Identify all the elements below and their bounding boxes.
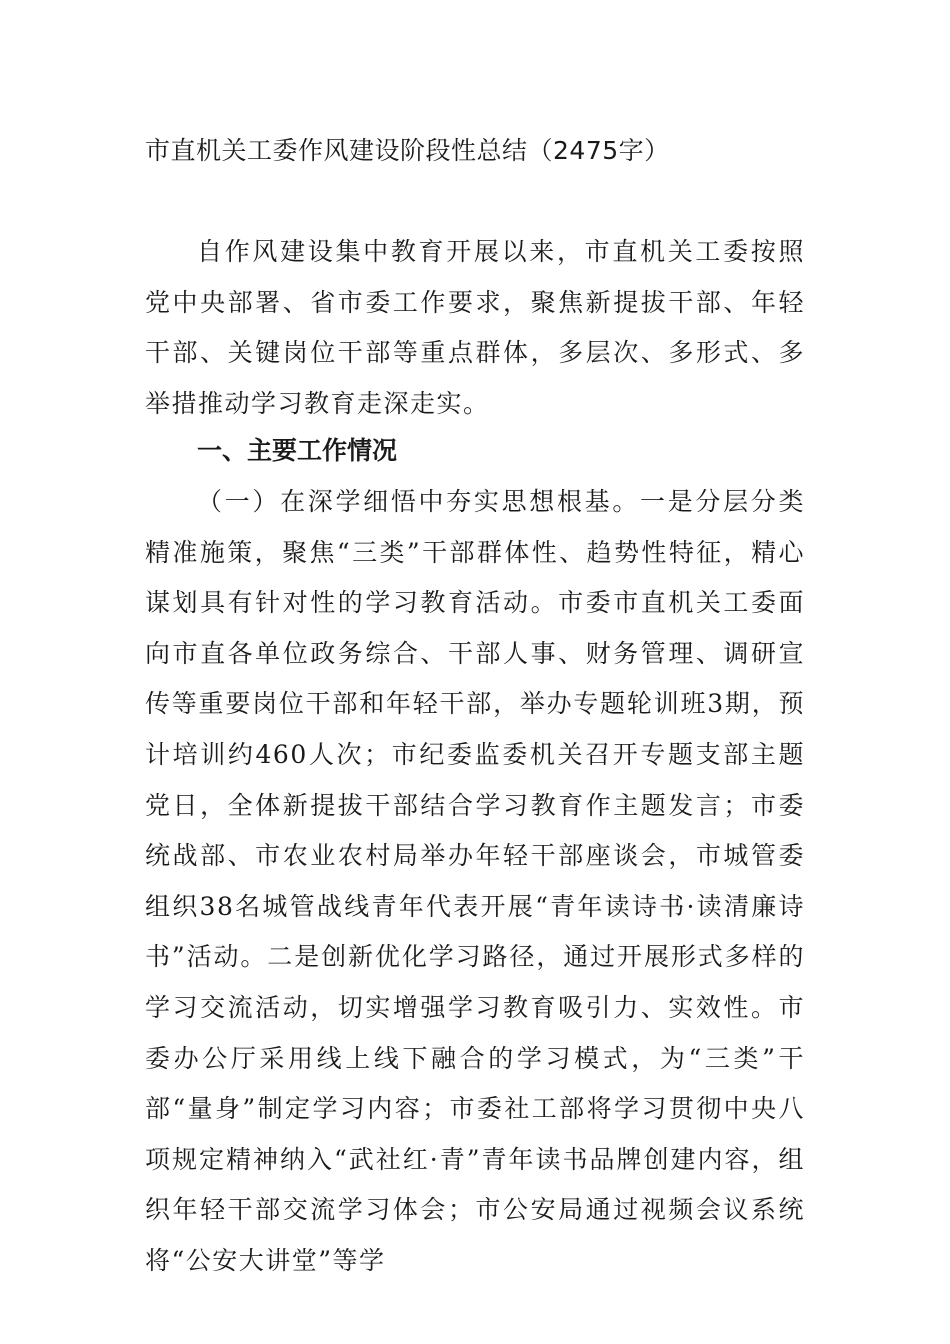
section-heading: 一、主要工作情况 <box>197 436 398 465</box>
intro-paragraph: 自作风建设集中教育开展以来，市直机关工委按照党中央部署、省市委工作要求，聚焦新提拔干部、年轻干部、关键岗位干部等重点群体，多层次、多形式、多举措推动学习教育走深走实。 <box>145 237 805 418</box>
section-paragraph: （一）在深学细悟中夯实思想根基。一是分层分类精准施策，聚焦“三类”干部群体性、趋势性特征，精心谋划具有针对性的学习教育活动。市委市直机关工委面向市直各单位政务综合、干部人事、财务管理、调研宣传等重要岗位干部和年轻干部，举办专题轮训班3期，预计培训约460人次；市纪委监委机关召开专题支部主题党日，全体新提拔干部结合学习教育作主题发言；市委统战部、市农业农村局举办年轻干部座谈会，市城管委组织38名城管战线青年代表开展“青年读诗书·读清廉诗书”活动。二是创新优化学习路径，通过开展形式多样的学习交流活动，切实增强学习教育吸引力、实效性。市委办公厅采用线上线下融合的学习模式，为“三类”干部“量身”制定学习内容；市委社工部将学习贯彻中央八项规定精神纳入“武社红·青”青年读书品牌创建内容，组织年轻干部交流学习体会；市公安局通过视频会议系统将“公安大讲堂”等学 <box>145 487 805 1275</box>
document-title: 市直机关工委作风建设阶段性总结（2475字） <box>145 136 670 165</box>
